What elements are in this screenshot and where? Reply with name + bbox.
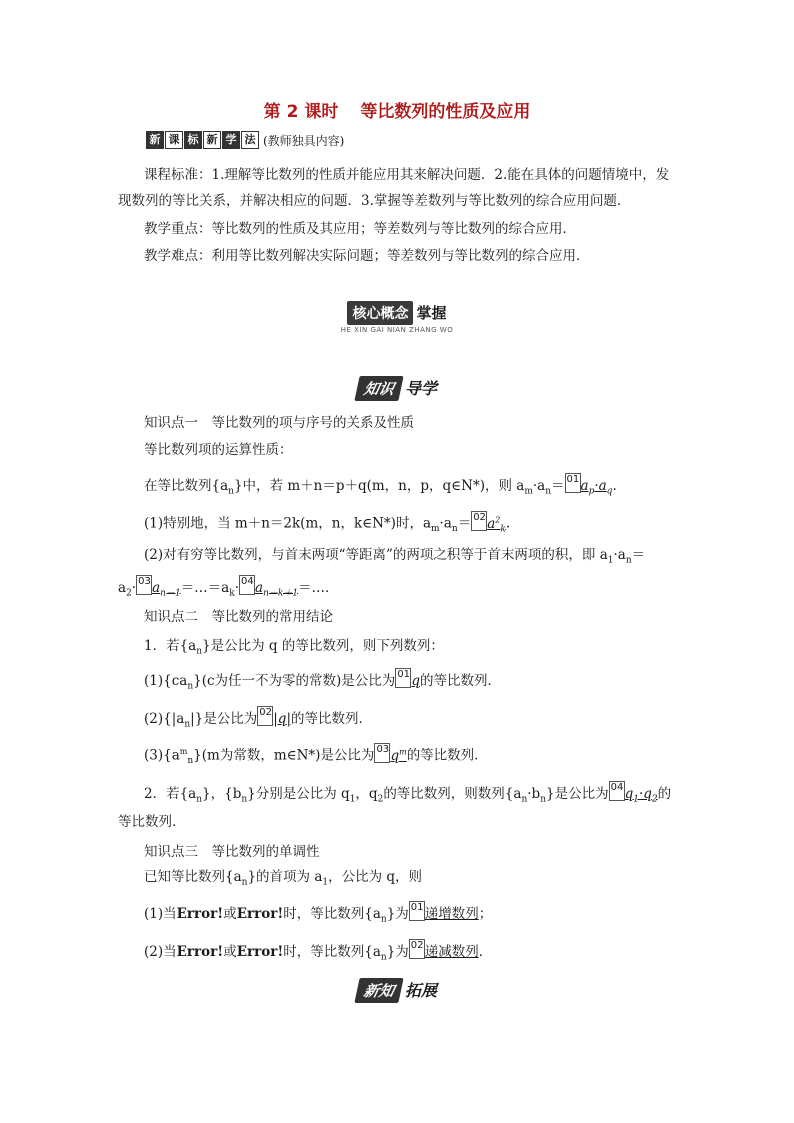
lesson-title: 等比数列的性质及应用 [360, 102, 531, 122]
answer-text: $a_p\cdot a_q$ [580, 478, 613, 497]
kp2-item-3: $(3)\{a^m_n\}(m$为常数，m∈N*)是公比为 03 $q^m$的等比数列． [144, 743, 488, 767]
badge-char: 课 [165, 131, 183, 149]
kp1-special-case: (1)特别地，当 m＋n＝2k(m，n，k∈N*)时，$a_m\cdot a_n=$ 02 $a^2_k$. [144, 511, 511, 535]
kp2-item-2: $(2)\{|a_n|\}$是公比为 02 |q|的等比数列． [144, 707, 372, 730]
kp3-case-2: (2)当Error!或Error!时，等比数列$\{a_n\}$为 02 递减数列． [144, 940, 493, 963]
answer-text: q [411, 673, 420, 689]
kp2-point-2-cont: 等比数列． [118, 814, 186, 830]
knowledge-banner [0, 376, 794, 401]
answer-box: 01 [395, 668, 411, 688]
answer-box: 01 [409, 901, 425, 921]
answer-text: 递减数列 [424, 944, 479, 960]
kp3-premise: 已知等比数列$\{a_n\}$的首项为 $a_1$，公比为 q，则 [144, 869, 423, 888]
extension-banner-light: 拓展 [405, 981, 438, 1000]
answer-box: 02 [257, 706, 273, 726]
extension-banner [0, 978, 794, 1003]
core-banner-dark: 核心概念 [347, 301, 413, 325]
method-badge [146, 131, 344, 149]
badge-char: 新 [146, 131, 164, 149]
kp2-point-1: 1．若$\{a_n\}$是公比为 q 的等比数列，则下列数列： [144, 638, 444, 657]
knowledge-banner-dark: 知识 [354, 376, 403, 401]
answer-box: 04 [239, 575, 255, 595]
answer-text: 递增数列 [424, 906, 479, 922]
answer-text: |q| [273, 711, 291, 727]
answer-box: 02 [471, 511, 487, 531]
answer-box: 01 [565, 473, 581, 493]
kp1-heading: 知识点一 等比数列的项与序号的关系及性质 [144, 415, 414, 431]
answer-text: $a^2_k$ [487, 515, 506, 535]
kp2-point-2: 2．若$\{a_n\}$，$\{b_n\}$分别是公比为 $q_1$，$q_2$的等比数列，则数列$\{a_n\cdot b_n\}$是公比为 04 $q_1\cdot q_2$的 [144, 782, 672, 805]
knowledge-banner-light: 导学 [405, 379, 438, 398]
core-banner-pinyin: HE XIN GAI NIAN ZHANG WO [340, 326, 454, 334]
kp1-property-line: 在等比数列$\{a_n\}$中，若 m＋n＝p＋q(m，n，p，q∈N*)，则 $a_m\cdot a_n=$ 01 $a_p\cdot a_q$. [144, 474, 617, 497]
kp1-finite-line-2: $a_2\cdot$ 03 $a_{n-1}=\dots=a_k\cdot$ 04 $a_{n-k+1}=\dots$． [118, 576, 339, 599]
badge-note: (教师独具内容) [263, 133, 345, 148]
answer-box: 02 [409, 939, 425, 959]
kp3-heading: 知识点三 等比数列的单调性 [144, 844, 320, 860]
teaching-difficulty: 教学难点：利用等比数列解决实际问题；等差数列与等比数列的综合应用． [144, 248, 590, 264]
badge-chars [146, 131, 260, 149]
kp1-subheading: 等比数列项的运算性质： [144, 442, 293, 458]
badge-char: 法 [241, 131, 259, 149]
teaching-focus: 教学重点：等比数列的性质及其应用；等差数列与等比数列的综合应用． [144, 221, 576, 237]
kp1-finite-line-1: (2)对有穷等比数列，与首末两项“等距离”的两项之积等于首末两项的积，即 $a_1\cdot a_n=$ [144, 547, 646, 566]
answer-text: $q_1\cdot q_2$ [624, 786, 658, 805]
extension-banner-dark: 新知 [354, 978, 403, 1003]
core-banner-light: 掌握 [416, 304, 447, 322]
answer-text: $a_{n-k+1}$ [255, 580, 299, 599]
badge-char: 学 [222, 131, 240, 149]
kp3-case-1: (1)当Error!或Error!时，等比数列$\{a_n\}$为 01 递增数列； [144, 902, 493, 925]
core-concept-banner [0, 301, 794, 336]
standards-line-2: 现数列的等比关系，并解决相应的问题．3.掌握等差数列与等比数列的综合应用问题． [118, 193, 631, 209]
standards-line-1: 课程标准：1.理解等比数列的性质并能应用其来解决问题．2.能在具体的问题情境中，发 [144, 167, 670, 183]
lesson-number: 第 2 课时 [263, 102, 339, 122]
badge-char: 新 [203, 131, 221, 149]
badge-char: 标 [184, 131, 202, 149]
kp2-item-1: $(1)\{ca_n\}(c$为任一不为零的常数)是公比为 01 q的等比数列． [144, 669, 501, 692]
answer-box: 03 [136, 575, 152, 595]
answer-text: $q^m$ [390, 747, 407, 764]
answer-box: 04 [609, 781, 625, 801]
kp2-heading: 知识点二 等比数列的常用结论 [144, 609, 333, 625]
answer-text: $a_{n-1}$ [152, 580, 181, 599]
page-title [0, 97, 794, 122]
answer-box: 03 [374, 743, 390, 763]
